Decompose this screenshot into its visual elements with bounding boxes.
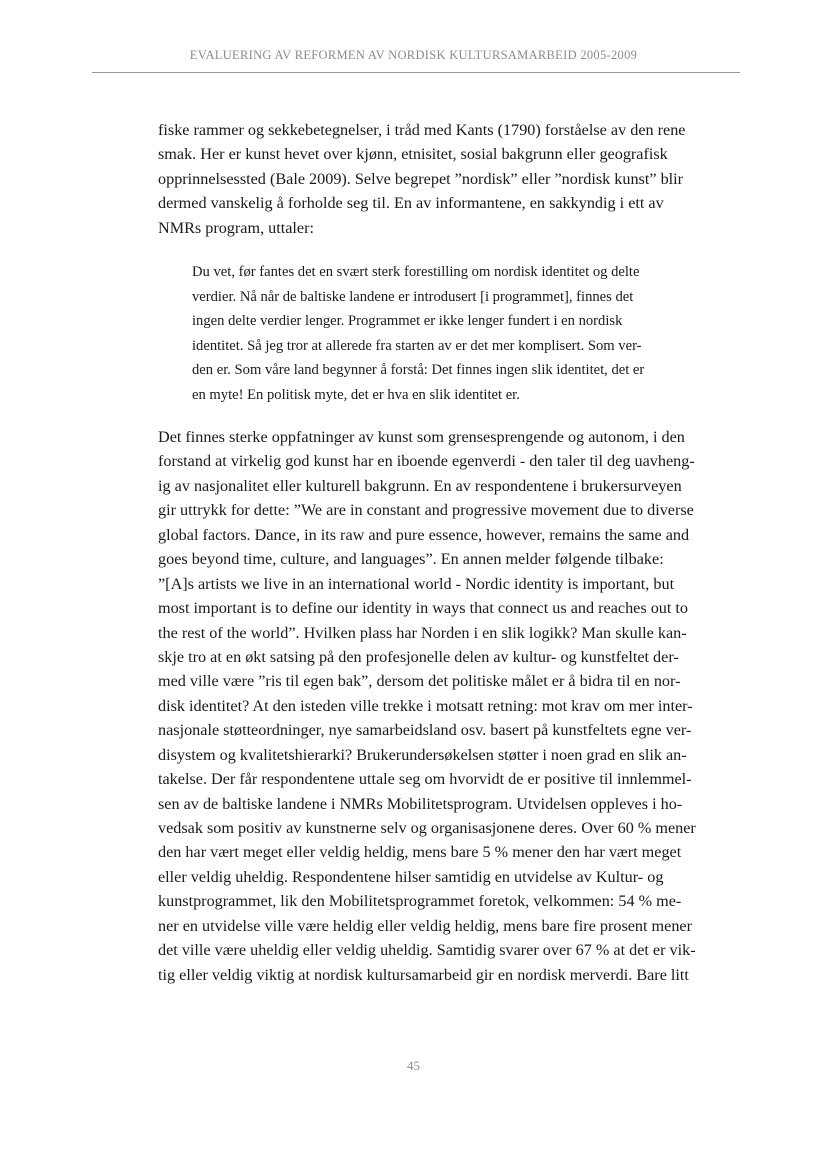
text-line: eller veldig uheldig. Respondentene hilser samtidig en utvidelse av Kultur- og [158, 867, 664, 886]
text-line: Du vet, før fantes det en svært sterk forestilling om nordisk identitet og delte [192, 264, 640, 280]
text-line: takelse. Der får respondentene uttale seg om hvorvidt de er positive til innlemmel- [158, 770, 692, 789]
paragraph-2 [158, 425, 696, 987]
text-line: ”[A]s artists we live in an international world - Nordic identity is important, but [158, 574, 675, 593]
block-quote [192, 260, 662, 408]
text-line: den har vært meget eller veldig heldig, mens bare 5 % mener den har vært meget [158, 843, 682, 862]
text-line: disystem og kvalitetshierarki? Brukerundersøkelsen støtter i noen grad en slik an- [158, 745, 687, 764]
text-line: vedsak som positiv av kunstnerne selv og organisasjonene deres. Over 60 % mener [158, 819, 696, 837]
text-line: med ville være ”ris til egen bak”, dersom det politiske målet er å bidra til en nor- [158, 672, 681, 691]
text-line: ig av nasjonalitet eller kulturell bakgrunn. En av respondentene i brukersurveyen [158, 476, 682, 495]
text-line: gir uttrykk for dette: ”We are in constant and progressive movement due to diverse [158, 501, 694, 520]
text-line: global factors. Dance, in its raw and pure essence, however, remains the same and [158, 525, 690, 544]
paragraph-1 [158, 118, 688, 240]
text-line: tig eller veldig viktig at nordisk kultursamarbeid gir en nordisk merverdi. Bare litt [158, 965, 689, 984]
page-number: 45 [407, 1058, 420, 1073]
text-line: nasjonale støtteordninger, nye samarbeidsland osv. basert på kunstfeltets egne ver- [158, 721, 692, 740]
text-line: kunstprogrammet, lik den Mobilitetsprogrammet foretok, velkommen: 54 % me- [158, 892, 682, 911]
text-line: det ville være uheldig eller veldig uheldig. Samtidig svarer over 67 % at det er vik- [158, 941, 696, 960]
text-line: Det finnes sterke oppfatninger av kunst som grensesprengende og autonom, i den [158, 428, 685, 446]
text-line: ner en utvidelse ville være heldig eller veldig heldig, mens bare fire prosent mener [158, 916, 693, 935]
running-header: EVALUERING AV REFORMEN AV NORDISK KULTURSAMARBEID 2005-2009 [189, 48, 638, 62]
text-line: dermed vanskelig å forholde seg til. En av informantene, en sakkyndig i ett av [158, 194, 664, 213]
text-line: sen av de baltiske landene i NMRs Mobilitetsprogram. Utvidelsen oppleves i ho- [158, 794, 683, 813]
text-line: ingen delte verdier lenger. Programmet er ikke lenger fundert i en nordisk [192, 313, 623, 330]
text-line: en myte! En politisk myte, det er hva en slik identitet er. [192, 386, 520, 403]
text-line: fiske rammer og sekkebetegnelser, i tråd med Kants (1790) forståelse av den rene [158, 121, 686, 139]
header-divider [92, 72, 740, 73]
text-line: opprinnelsessted (Bale 2009). Selve begrepet ”nordisk” eller ”nordisk kunst” blir [158, 169, 684, 188]
text-line: skje tro at en økt satsing på den profesjonelle delen av kultur- og kunstfeltet der- [158, 647, 679, 666]
text-line: forstand at virkelig god kunst har en iboende egenverdi - den taler til deg uavheng- [158, 452, 695, 471]
text-line: den er. Som våre land begynner å forstå: Det finnes ingen slik identitet, det er [192, 362, 645, 379]
text-line: NMRs program, uttaler: [158, 218, 315, 237]
text-line: goes beyond time, culture, and languages”. En annen melder følgende tilbake: [158, 550, 664, 569]
text-line: the rest of the world”. Hvilken plass har Norden i en slik logikk? Man skulle kan- [158, 623, 687, 642]
text-line: disk identitet? At den isteden ville trekke i motsatt retning: mot krav om mer inter- [158, 696, 693, 715]
text-line: verdier. Nå når de baltiske landene er introdusert [i programmet], finnes det [192, 288, 634, 305]
text-line: identitet. Så jeg tror at allerede fra starten av er det mer komplisert. Som ver- [192, 337, 642, 354]
text-line: most important is to define our identity in ways that connect us and reaches out to [158, 599, 689, 618]
text-line: smak. Her er kunst hevet over kjønn, etnisitet, sosial bakgrunn eller geografisk [158, 145, 668, 164]
